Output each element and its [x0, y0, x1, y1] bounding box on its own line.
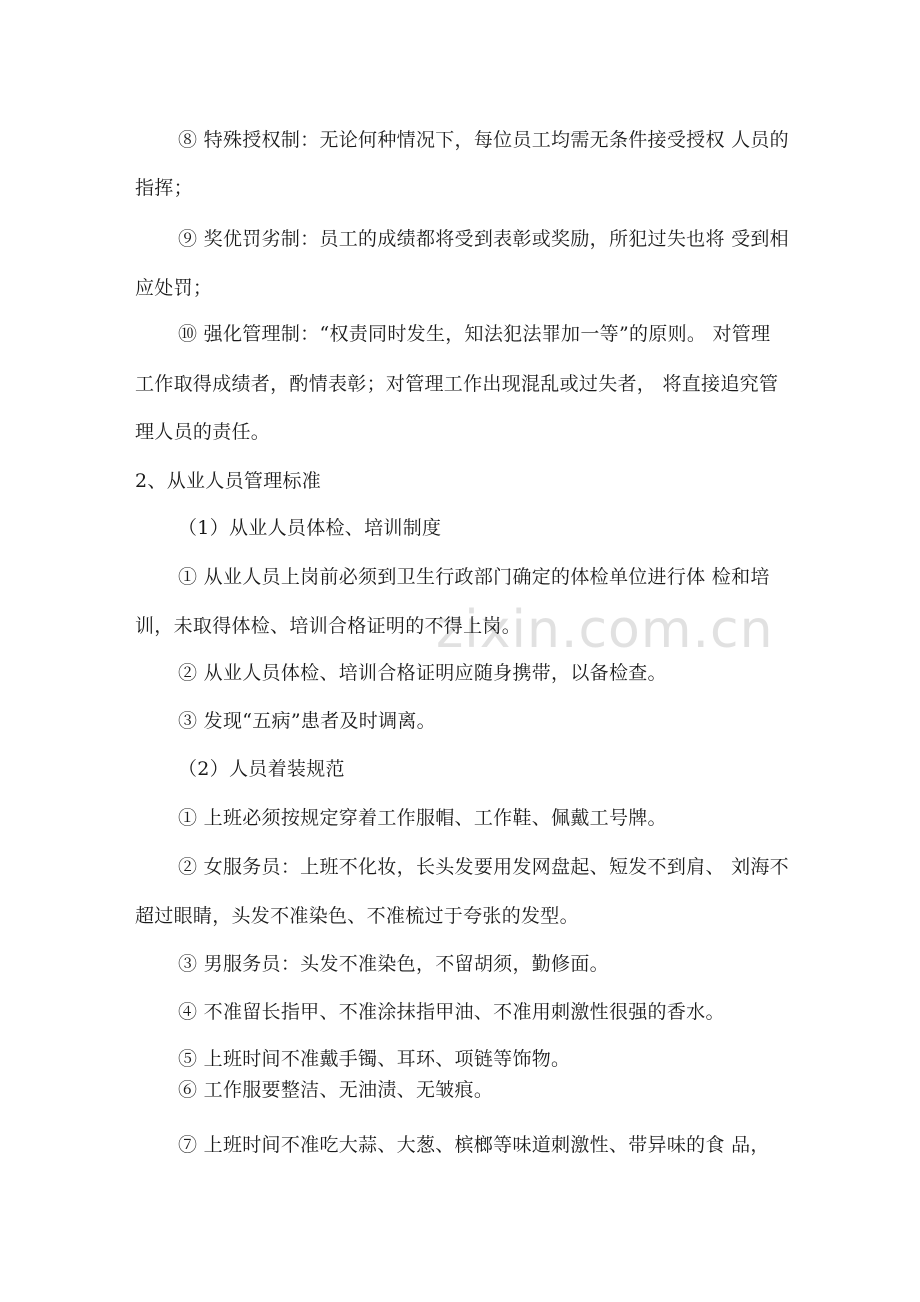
text-line: ① 从业人员上岗前必须到卫生行政部门确定的体检单位进行体 检和培 — [178, 566, 770, 588]
text-line: ⑧ 特殊授权制：无论何种情况下，每位员工均需无条件接受授权 人员的 — [178, 129, 789, 151]
text-line: 训，未取得体检、培训合格证明的不得上岗。 — [135, 615, 522, 637]
section-heading: 2、从业人员管理标准 — [135, 470, 322, 492]
text-line: 超过眼睛，头发不准染色、不准梳过于夸张的发型。 — [135, 905, 579, 927]
text-line: ③ 发现“五病”患者及时调离。 — [178, 710, 436, 732]
text-line: 理人员的责任。 — [135, 421, 271, 443]
text-line: 指挥； — [135, 177, 193, 199]
text-line: ⑩ 强化管理制：“权责同时发生，知法犯法罪加一等”的原则。 对管理 — [178, 323, 771, 345]
subsection-heading: （2）人员着装规范 — [178, 758, 345, 780]
text-line: ② 从业人员体检、培训合格证明应随身携带，以备检查。 — [178, 662, 667, 684]
subsection-heading: （1）从业人员体检、培训制度 — [178, 517, 442, 539]
text-line: 应处罚； — [135, 277, 213, 299]
text-line: ① 上班必须按规定穿着工作服帽、工作鞋、佩戴工号牌。 — [178, 807, 667, 829]
text-line: ③ 男服务员：头发不准染色，不留胡须，勤修面。 — [178, 953, 609, 975]
text-line: 工作取得成绩者，酌情表彰；对管理工作出现混乱或过失者， 将直接追究管 — [135, 373, 779, 395]
text-line: ⑨ 奖优罚劣制：员工的成绩都将受到表彰或奖励，所犯过失也将 受到相 — [178, 228, 789, 250]
text-line: ⑦ 上班时间不准吃大蒜、大葱、槟榔等味道刺激性、带异味的食 品， — [178, 1134, 770, 1156]
text-line: ⑤ 上班时间不准戴手镯、耳环、项链等饰物。 — [178, 1048, 571, 1070]
text-line: ⑥ 工作服要整洁、无油渍、无皱痕。 — [178, 1079, 494, 1101]
text-line: ④ 不准留长指甲、不准涂抹指甲油、不准用刺激性很强的香水。 — [178, 1001, 725, 1023]
watermark-text: zixin.com.cn — [436, 600, 774, 660]
text-line: ② 女服务员：上班不化妆，长头发要用发网盘起、短发不到肩、 刘海不 — [178, 856, 789, 878]
